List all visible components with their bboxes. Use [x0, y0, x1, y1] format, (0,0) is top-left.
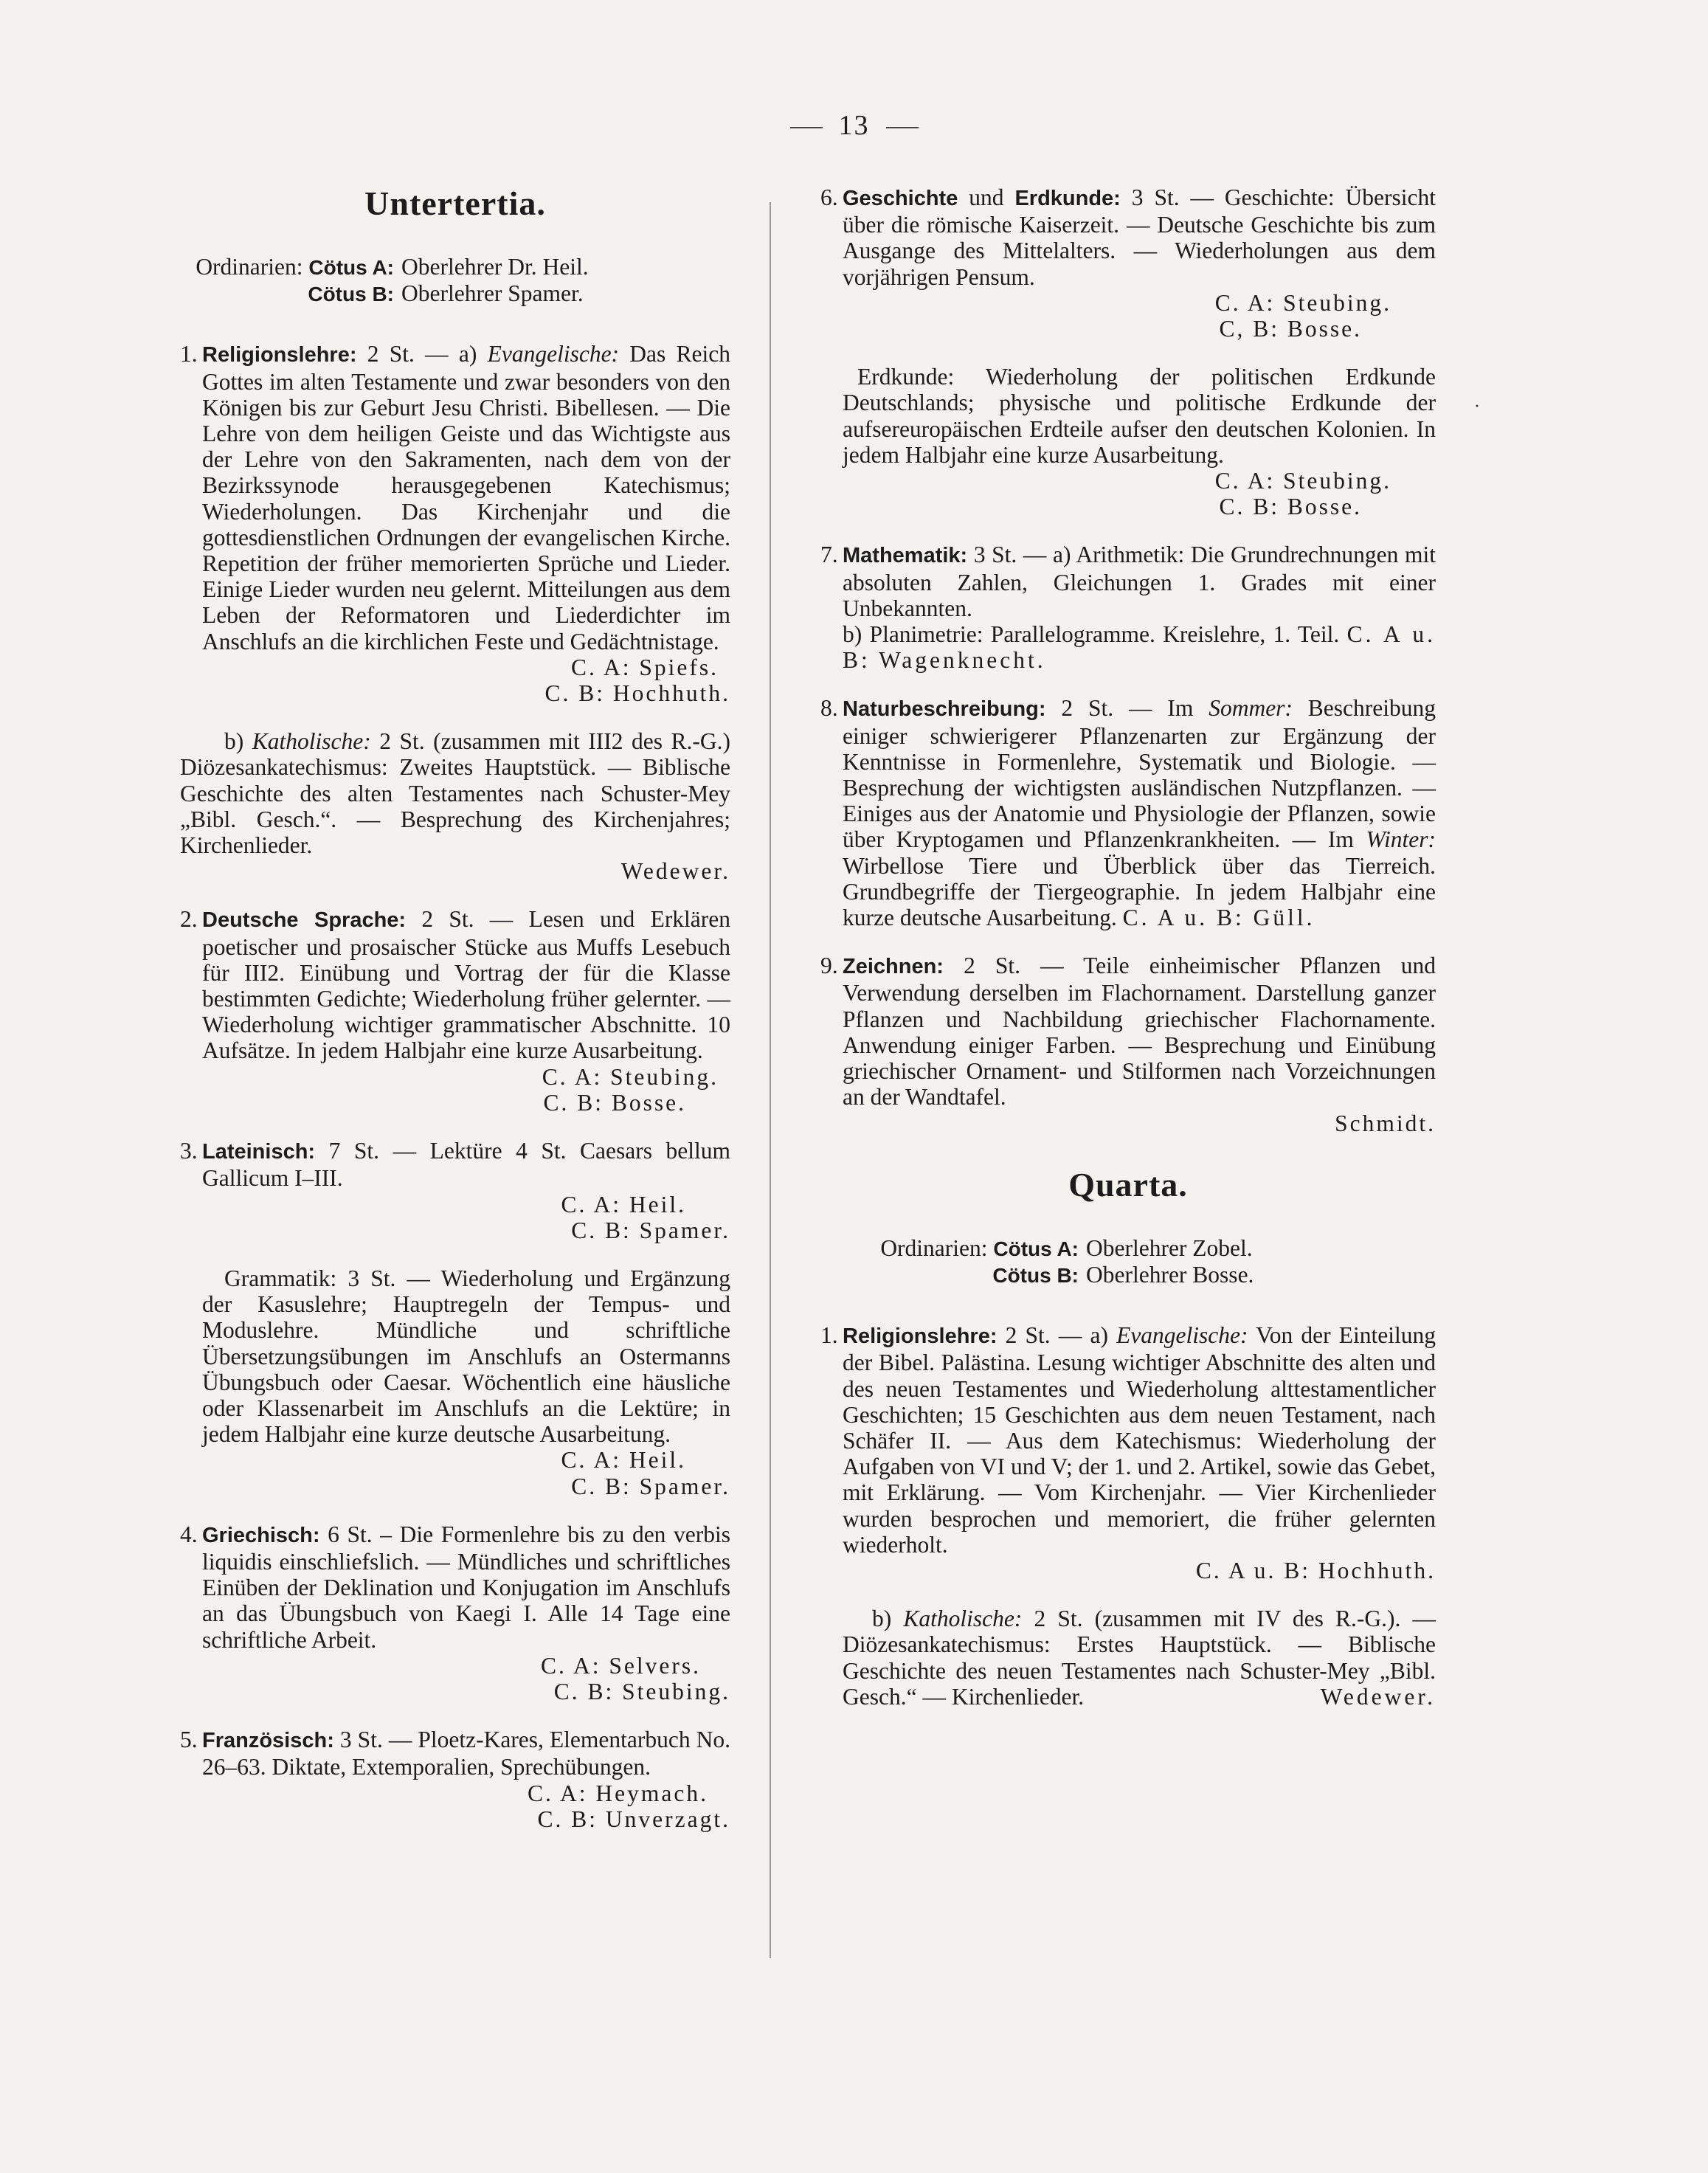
- subject-zeichnen: 9. Zeichnen: 2 St. — Teile einheimischer Pflanzen und Verwendung derselben im Flachornament. Darstellung ganzer Pflanzen und Nachbildung griechischer Flachornamente. Anwendung einiger Farben. — Besprechung und Einübung griechischer Ornament- und Stilformen nach Vorzeichnungen an der Wandtafel. Schmidt.: [820, 953, 1436, 1136]
- subject-title: Mathematik:: [843, 544, 968, 568]
- ordinarius-a: Oberlehrer Dr. Heil.: [401, 254, 589, 280]
- teacher-signature: Wedewer.: [620, 858, 730, 885]
- left-column: [180, 184, 730, 1854]
- ordinarien-quarta: [820, 1235, 1436, 1288]
- erdkunde-paragraph: Erdkunde: Wiederholung der politischen Erdkunde Deutschlands; physische und politische Erdkunde der aufsereuropäischen Erdteile aufser den deutschen Kolonien. In jedem Halbjahr eine kurze Ausarbeitung.: [843, 364, 1436, 468]
- teacher-signature: C. A u. B: Wagenknecht.: [843, 621, 1436, 674]
- teacher-signature: C. A u. B: Hochhuth.: [1195, 1557, 1436, 1583]
- subject-deutsch: 2. Deutsche Sprache: 2 St. — Lesen und Erklären poetischer und prosaischer Stücke aus Muffs Lesebuch für III2. Einübung und Vortrag der für die Klasse bestimmten Gedichte; Wiederholung früher gelernter. — Wiederholung wichtiger grammatischer Abschnitte. 10 Aufsätze. In jedem Halbjahr eine kurze Ausarbeitung. C. A: Steubing. C. B: Bosse.: [180, 906, 731, 1116]
- subject-religion: [180, 341, 730, 884]
- page-number-dash-left: [790, 127, 823, 128]
- cotus-a-label: Cötus A:: [993, 1237, 1079, 1260]
- subject-mathematik: 7. Mathematik: 3 St. — a) Arithmetik: Die Grundrechnungen mit absoluten Zahlen, Gleichungen 1. Grades mit einer Unbekannten. b) Planimetrie: Parallelogramme. Kreislehre, 1. Teil. C. A u. B: Wagenknecht.: [820, 542, 1436, 674]
- teacher-signature: Wedewer.: [1320, 1683, 1436, 1710]
- page-number-value: 13: [838, 110, 870, 141]
- section-heading-quarta: Quarta.: [1068, 1165, 1188, 1203]
- teacher-signature: C. A: Steubing.: [1214, 289, 1391, 316]
- subject-subparagraph: b) Katholische: 2 St. (zusammen mit III2 des R.-G.) Diözesankatechismus: Zweites Hauptstück. — Biblische Geschichte des alten Testamentes nach Schuster-Mey „Bibl. Gesch.“. — Besprechung des Kirchenjahres; Kirchenlieder. Wedewer.: [180, 728, 731, 885]
- ordinarien-untertertia: [180, 254, 730, 307]
- ordinarien-label-b: [820, 1262, 1086, 1288]
- teacher-signature: C. B: Steubing.: [553, 1678, 730, 1704]
- teacher-signature: C. A u. B: Güll.: [1122, 905, 1315, 931]
- ordinarien-row-b: [180, 280, 730, 307]
- subject-geschichte-erdkunde: 6. Geschichte und Erdkunde: 3 St. — Geschichte: Übersicht über die römische Kaiserzeit. — Deutsche Geschichte bis zum Ausgange des Mittelalters. — Wiederholungen aus dem vorjährigen Pensum. C. A: Steubing. C, B: Bosse. Erdkunde: Wiederholung der politischen Erdkunde Deutschlands; physische und politische Erdkunde der aufsereuropäischen Erdteile aufser den deutschen Kolonien. In jedem Halbjahr eine kurze Ausarbeitung. C. A: Steubing. C. B: Bosse.: [820, 184, 1436, 520]
- ordinarien-label: Ordinarien: Cötus A:: [196, 254, 394, 280]
- ordinarius-b: Oberlehrer Spamer.: [401, 280, 584, 307]
- grammatik-paragraph: Grammatik: 3 St. — Wiederholung und Ergänzung der Kasuslehre; Hauptregeln der Tempus- und Moduslehre. Mündliche und schriftliche Übersetzungsübungen im Anschlufs an Ostermanns Übungsbuch oder Caesar. Wöchentlich eine häusliche oder Klassenarbeit im Anschlufs an die Lektüre; in jedem Halbjahr eine kurze deutsche Ausarbeitung.: [202, 1265, 730, 1448]
- subject-naturbeschreibung: 8. Naturbeschreibung: 2 St. — Im Sommer: Beschreibung einiger schwierigerer Pflanzenarten zur Ergänzung der Kenntnisse in Formenlehre, Systematik und Biologie. — Besprechung der wichtigsten ausländischen Nutzpflanzen. — Einiges aus der Anatomie und Physiologie der Pflanzen, sowie über Kryptogamen und Pflanzenkrankheiten. — Im Winter: Wirbellose Tiere und Überblick über das Tierreich. Grundbegriffe der Tiergeographie. In jedem Halbjahr eine kurze deutsche Ausarbeitung. C. A u. B: Güll.: [820, 695, 1436, 931]
- subject-franzoesisch: 5. Französisch: 3 St. — Ploetz-Kares, Elementarbuch No. 26–63. Diktate, Extemporalien, Sprechübungen. C. A: Heymach. C. B: Unverzagt.: [180, 1727, 730, 1832]
- subject-title: Griechisch:: [202, 1523, 320, 1547]
- cotus-b-label: Cötus B:: [992, 1263, 1079, 1287]
- quarta-religion: 1. Religionslehre: 2 St. — a) Evangelische: Von der Einteilung der Bibel. Palästina. Lesung wichtiger Abschnitte des alten und des neuen Testamentes und Wiederholung alttestamentlicher Geschichten; 15 Geschichten aus dem neuen Testament, nach Schäfer II. — Aus dem Katechismus: Wiederholung der Aufgaben von VI und V; der 1. und 2. Artikel, sowie das Gebet, mit Erklärung. — Vom Kirchenjahr. — Vier Kirchenlieder wurden besprochen und memoriert, die früher gelernten wiederholt. C. A u. B: Hochhuth. b) Katholische: 2 St. (zusammen mit IV des R.-G.). — Diözesankatechismus: Erstes Hauptstück. — Biblische Geschichte des neuen Testamentes nach Schuster-Mey „Bibl. Gesch.“ — Kirchenlieder. Wedewer.: [820, 1322, 1436, 1710]
- subject-paragraph: 1. Religionslehre: 2 St. — a) Evangelische: Das Reich Gottes im alten Testamente und zwar besonders von den Königen bis zur Geburt Jesu Christi. Bibellesen. — Die Lehre von dem heiligen Geiste und das Wichtigste aus der Lehre von den Sakramenten, nach dem von der Bezirkssynode herausgegebenen Katechismus; Wiederholungen. Das Kirchenjahr und die gottesdienstlichen Ordnungen der evangelischen Kirche. Repetition der früher memorierten Sprüche und Lieder. Einige Lieder wurden neu gelernt. Mitteilungen aus dem Leben der Reformatoren und Liederdichter im Anschlufs an die kirchlichen Feste und Gedächtnistage.: [180, 341, 731, 654]
- teacher-signature: C. A: Heymach.: [528, 1780, 708, 1806]
- subject-title: Französisch:: [202, 1729, 334, 1753]
- cotus-b-label: Cötus B:: [308, 283, 394, 306]
- subject-title: Deutsche Sprache:: [202, 908, 407, 933]
- page-number: [0, 109, 1708, 142]
- ordinarius-a: Oberlehrer Zobel.: [1086, 1234, 1253, 1261]
- section-heading-untertertia: Untertertia.: [364, 184, 546, 222]
- teacher-signature: Schmidt.: [1335, 1110, 1436, 1136]
- right-column: [820, 184, 1436, 1732]
- teacher-signature: C. B: Spamer.: [571, 1473, 730, 1499]
- ordinarius-b: Oberlehrer Bosse.: [1086, 1261, 1254, 1288]
- ordinarien-label: Ordinarien: Cötus A:: [880, 1234, 1079, 1261]
- teacher-signature: C. A: Selvers.: [540, 1652, 701, 1679]
- teacher-signature: C, B: Bosse.: [1219, 316, 1362, 342]
- teacher-signature: C. A: Spiefs.: [570, 654, 719, 680]
- ordinarien-row-b: [820, 1262, 1436, 1288]
- teacher-signature: C. B: Bosse.: [1219, 494, 1362, 520]
- page-number-dash-right: [886, 127, 919, 128]
- teacher-signature: C. B: Bosse.: [543, 1089, 686, 1116]
- ordinarien-row-a: [180, 254, 730, 280]
- ordinarien-label-b: [180, 280, 401, 307]
- column-divider: [770, 202, 771, 1958]
- teacher-signature: C. B: Spamer.: [571, 1217, 730, 1243]
- subject-title: Religionslehre:: [843, 1324, 998, 1349]
- subject-griechisch: 4. Griechisch: 6 St. – Die Formenlehre bis zu den verbis liquidis einschliefslich. — Mündliches und schriftliches Einüben der Deklination und Konjugation im Anschlufs an das Übungsbuch von Kaegi I. Alle 14 Tage eine schriftliche Arbeit. C. A: Selvers. C. B: Steubing.: [180, 1521, 731, 1704]
- teacher-signature: C. A: Steubing.: [542, 1063, 719, 1090]
- teacher-signature: C. B: Hochhuth.: [544, 680, 730, 707]
- margin-dot: ·: [1474, 397, 1480, 416]
- subject-title: Geschichte: [843, 187, 958, 210]
- teacher-signature: C. A: Heil.: [561, 1447, 686, 1474]
- teacher-signature: C. A: Heil.: [561, 1191, 686, 1217]
- ordinarien-row-a: [820, 1235, 1436, 1262]
- subject-title: Erdkunde:: [1014, 187, 1121, 210]
- teacher-signature: C. B: Unverzagt.: [537, 1806, 730, 1832]
- cotus-a-label: Cötus A:: [308, 256, 394, 279]
- subject-title: Zeichnen:: [843, 955, 944, 979]
- subject-title: Religionslehre:: [202, 343, 357, 367]
- teacher-signature: C. A: Steubing.: [1214, 468, 1391, 494]
- subject-title: Lateinisch:: [202, 1140, 316, 1164]
- subject-latein: 3. Lateinisch: 7 St. — Lektüre 4 St. Caesars bellum Gallicum I–III. C. A: Heil. C. B: Spamer. Grammatik: 3 St. — Wiederholung und Ergänzung der Kasuslehre; Hauptregeln der Tempus- und Moduslehre. Mündliche und schriftliche Übersetzungsübungen im Anschlufs an Ostermanns Übungsbuch oder Caesar. Wöchentlich eine häusliche oder Klassenarbeit im Anschlufs an die Lektüre; in jedem Halbjahr eine kurze deutsche Ausarbeitung. C. A: Heil. C. B: Spamer.: [180, 1138, 730, 1499]
- subject-title: Naturbeschreibung:: [843, 697, 1046, 722]
